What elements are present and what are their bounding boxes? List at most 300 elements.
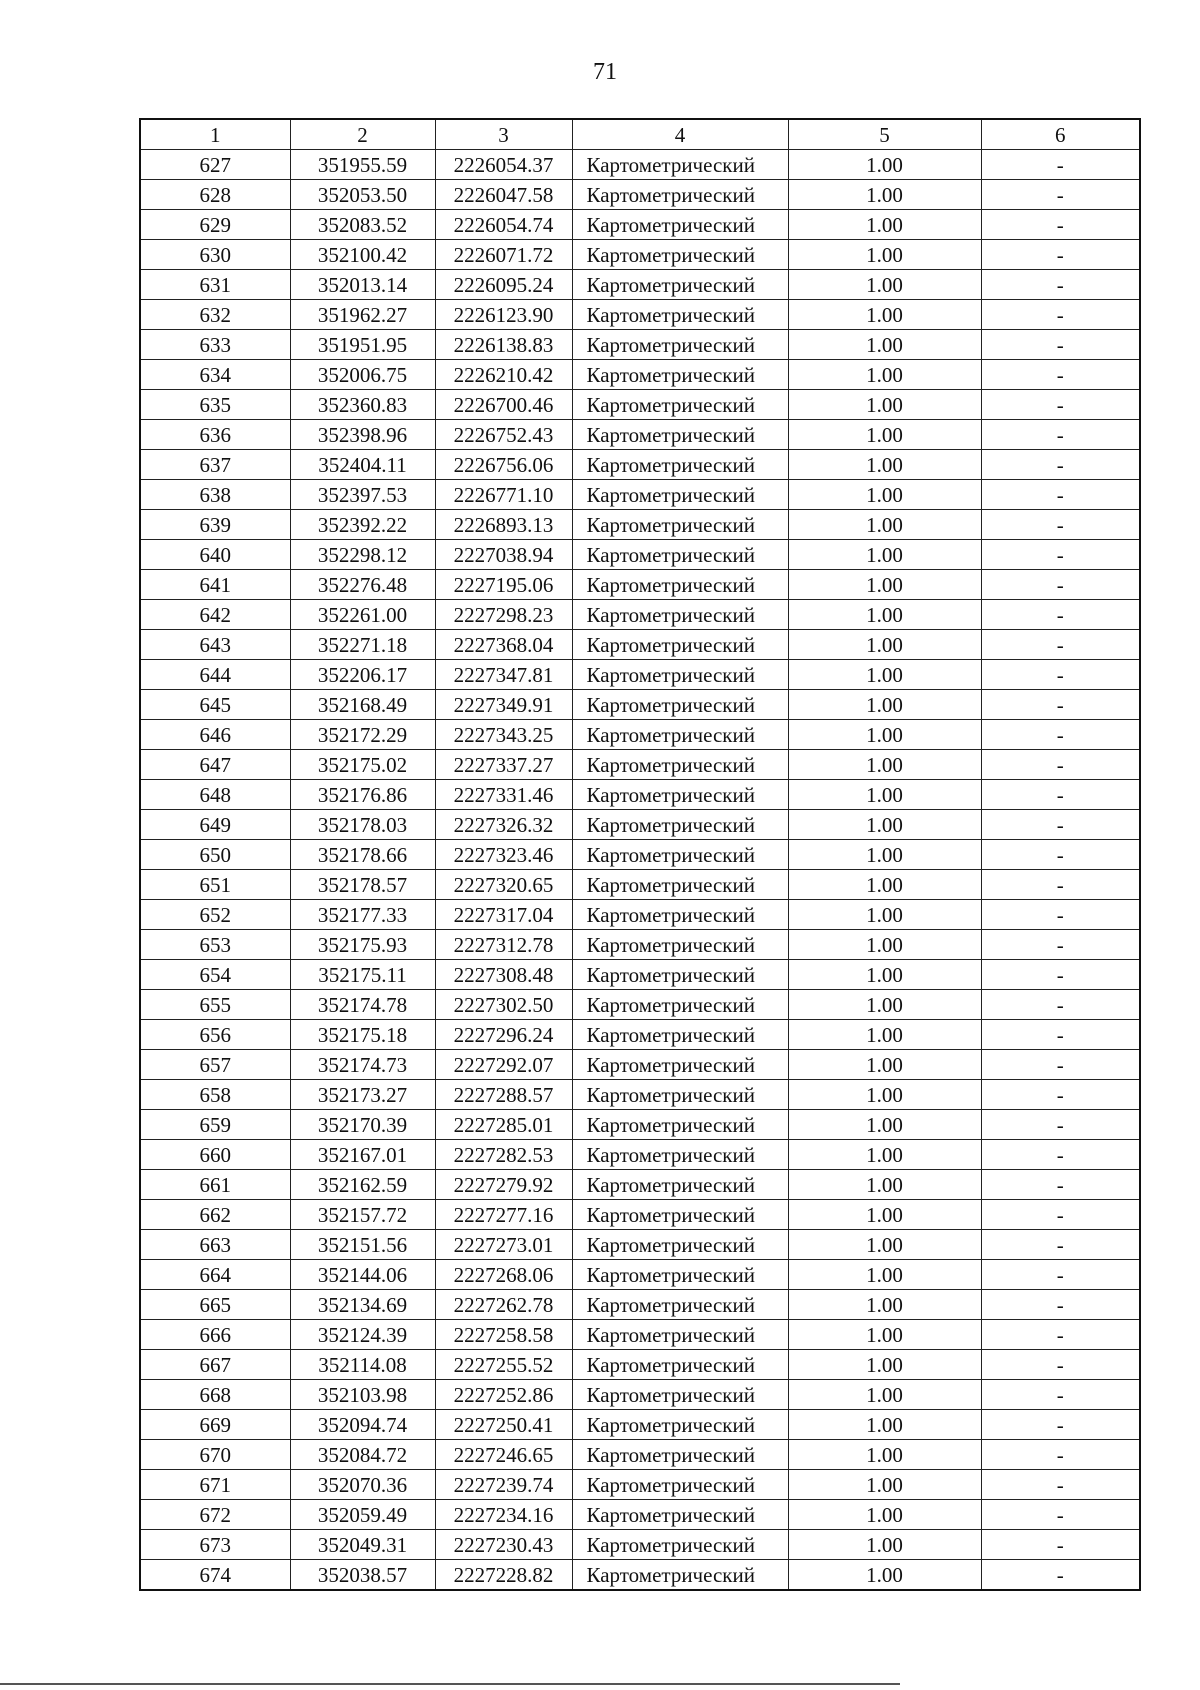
accuracy-cell: 1.00 [788, 600, 981, 630]
note-cell: - [981, 1200, 1140, 1230]
table-body [140, 119, 1140, 1590]
x-coordinate-cell: 352168.49 [290, 690, 435, 720]
x-coordinate-cell: 351955.59 [290, 150, 435, 180]
method-cell: Картометрический [572, 870, 788, 900]
y-coordinate-cell: 2227255.52 [435, 1350, 572, 1380]
table-row [140, 390, 1140, 420]
x-coordinate-cell: 352094.74 [290, 1410, 435, 1440]
x-coordinate-cell: 351962.27 [290, 300, 435, 330]
x-coordinate-cell: 352172.29 [290, 720, 435, 750]
accuracy-cell: 1.00 [788, 1290, 981, 1320]
accuracy-cell: 1.00 [788, 870, 981, 900]
y-coordinate-cell: 2226771.10 [435, 480, 572, 510]
table-row [140, 1110, 1140, 1140]
y-coordinate-cell: 2227326.32 [435, 810, 572, 840]
x-coordinate-cell: 352175.02 [290, 750, 435, 780]
note-cell: - [981, 1410, 1140, 1440]
header-cell-2: 2 [290, 119, 435, 150]
bottom-rule [0, 1683, 900, 1685]
table-row [140, 240, 1140, 270]
y-coordinate-cell: 2227250.41 [435, 1410, 572, 1440]
x-coordinate-cell: 352049.31 [290, 1530, 435, 1560]
point-number-cell: 674 [140, 1560, 290, 1591]
method-cell: Картометрический [572, 1050, 788, 1080]
point-number-cell: 654 [140, 960, 290, 990]
note-cell: - [981, 1560, 1140, 1591]
x-coordinate-cell: 352271.18 [290, 630, 435, 660]
y-coordinate-cell: 2227296.24 [435, 1020, 572, 1050]
method-cell: Картометрический [572, 720, 788, 750]
method-cell: Картометрический [572, 360, 788, 390]
y-coordinate-cell: 2227038.94 [435, 540, 572, 570]
y-coordinate-cell: 2227268.06 [435, 1260, 572, 1290]
x-coordinate-cell: 351951.95 [290, 330, 435, 360]
table-row [140, 480, 1140, 510]
table-row [140, 570, 1140, 600]
method-cell: Картометрический [572, 1470, 788, 1500]
point-number-cell: 640 [140, 540, 290, 570]
method-cell: Картометрический [572, 1380, 788, 1410]
table-row [140, 660, 1140, 690]
table-row [140, 810, 1140, 840]
point-number-cell: 635 [140, 390, 290, 420]
x-coordinate-cell: 352397.53 [290, 480, 435, 510]
accuracy-cell: 1.00 [788, 930, 981, 960]
accuracy-cell: 1.00 [788, 390, 981, 420]
x-coordinate-cell: 352157.72 [290, 1200, 435, 1230]
point-number-cell: 641 [140, 570, 290, 600]
note-cell: - [981, 1500, 1140, 1530]
accuracy-cell: 1.00 [788, 1350, 981, 1380]
note-cell: - [981, 870, 1140, 900]
accuracy-cell: 1.00 [788, 1110, 981, 1140]
method-cell: Картометрический [572, 1350, 788, 1380]
accuracy-cell: 1.00 [788, 300, 981, 330]
table-header-row [140, 119, 1140, 150]
x-coordinate-cell: 352175.11 [290, 960, 435, 990]
table-row [140, 780, 1140, 810]
note-cell: - [981, 930, 1140, 960]
accuracy-cell: 1.00 [788, 510, 981, 540]
x-coordinate-cell: 352276.48 [290, 570, 435, 600]
note-cell: - [981, 150, 1140, 180]
y-coordinate-cell: 2226123.90 [435, 300, 572, 330]
accuracy-cell: 1.00 [788, 1410, 981, 1440]
note-cell: - [981, 1050, 1140, 1080]
method-cell: Картометрический [572, 960, 788, 990]
point-number-cell: 636 [140, 420, 290, 450]
table-row [140, 1500, 1140, 1530]
table-row [140, 270, 1140, 300]
x-coordinate-cell: 352178.57 [290, 870, 435, 900]
y-coordinate-cell: 2227252.86 [435, 1380, 572, 1410]
point-number-cell: 673 [140, 1530, 290, 1560]
x-coordinate-cell: 352174.78 [290, 990, 435, 1020]
point-number-cell: 661 [140, 1170, 290, 1200]
note-cell: - [981, 630, 1140, 660]
x-coordinate-cell: 352162.59 [290, 1170, 435, 1200]
accuracy-cell: 1.00 [788, 1230, 981, 1260]
x-coordinate-cell: 352006.75 [290, 360, 435, 390]
x-coordinate-cell: 352177.33 [290, 900, 435, 930]
table-row [140, 1290, 1140, 1320]
note-cell: - [981, 270, 1140, 300]
method-cell: Картометрический [572, 1440, 788, 1470]
x-coordinate-cell: 352175.18 [290, 1020, 435, 1050]
table-row [140, 630, 1140, 660]
point-number-cell: 656 [140, 1020, 290, 1050]
point-number-cell: 651 [140, 870, 290, 900]
x-coordinate-cell: 352175.93 [290, 930, 435, 960]
accuracy-cell: 1.00 [788, 1500, 981, 1530]
x-coordinate-cell: 352404.11 [290, 450, 435, 480]
table-row [140, 360, 1140, 390]
point-number-cell: 648 [140, 780, 290, 810]
note-cell: - [981, 300, 1140, 330]
y-coordinate-cell: 2226756.06 [435, 450, 572, 480]
coordinates-table [139, 118, 1141, 1591]
accuracy-cell: 1.00 [788, 990, 981, 1020]
y-coordinate-cell: 2227230.43 [435, 1530, 572, 1560]
table-row [140, 1080, 1140, 1110]
table-row [140, 210, 1140, 240]
table-row [140, 1440, 1140, 1470]
note-cell: - [981, 1260, 1140, 1290]
note-cell: - [981, 570, 1140, 600]
x-coordinate-cell: 352070.36 [290, 1470, 435, 1500]
table-row [140, 1200, 1140, 1230]
header-cell-3: 3 [435, 119, 572, 150]
note-cell: - [981, 1290, 1140, 1320]
note-cell: - [981, 510, 1140, 540]
method-cell: Картометрический [572, 1560, 788, 1591]
point-number-cell: 672 [140, 1500, 290, 1530]
note-cell: - [981, 840, 1140, 870]
table-row [140, 900, 1140, 930]
note-cell: - [981, 330, 1140, 360]
note-cell: - [981, 750, 1140, 780]
y-coordinate-cell: 2227195.06 [435, 570, 572, 600]
method-cell: Картометрический [572, 1200, 788, 1230]
page-number: 71 [593, 59, 617, 85]
y-coordinate-cell: 2227292.07 [435, 1050, 572, 1080]
note-cell: - [981, 1350, 1140, 1380]
y-coordinate-cell: 2226054.74 [435, 210, 572, 240]
point-number-cell: 647 [140, 750, 290, 780]
accuracy-cell: 1.00 [788, 1020, 981, 1050]
accuracy-cell: 1.00 [788, 420, 981, 450]
note-cell: - [981, 1020, 1140, 1050]
x-coordinate-cell: 352206.17 [290, 660, 435, 690]
table-row [140, 1020, 1140, 1050]
point-number-cell: 669 [140, 1410, 290, 1440]
method-cell: Картометрический [572, 750, 788, 780]
note-cell: - [981, 1320, 1140, 1350]
point-number-cell: 628 [140, 180, 290, 210]
accuracy-cell: 1.00 [788, 1050, 981, 1080]
y-coordinate-cell: 2226054.37 [435, 150, 572, 180]
header-cell-6: 6 [981, 119, 1140, 150]
method-cell: Картометрический [572, 1230, 788, 1260]
point-number-cell: 629 [140, 210, 290, 240]
y-coordinate-cell: 2227228.82 [435, 1560, 572, 1591]
table-row [140, 1050, 1140, 1080]
table-row [140, 1320, 1140, 1350]
point-number-cell: 637 [140, 450, 290, 480]
accuracy-cell: 1.00 [788, 240, 981, 270]
y-coordinate-cell: 2227331.46 [435, 780, 572, 810]
header-cell-1: 1 [140, 119, 290, 150]
note-cell: - [981, 720, 1140, 750]
note-cell: - [981, 450, 1140, 480]
x-coordinate-cell: 352398.96 [290, 420, 435, 450]
accuracy-cell: 1.00 [788, 810, 981, 840]
method-cell: Картометрический [572, 1020, 788, 1050]
accuracy-cell: 1.00 [788, 480, 981, 510]
accuracy-cell: 1.00 [788, 750, 981, 780]
method-cell: Картометрический [572, 690, 788, 720]
table-row [140, 690, 1140, 720]
accuracy-cell: 1.00 [788, 1440, 981, 1470]
method-cell: Картометрический [572, 270, 788, 300]
table-row [140, 960, 1140, 990]
x-coordinate-cell: 352178.03 [290, 810, 435, 840]
accuracy-cell: 1.00 [788, 360, 981, 390]
point-number-cell: 644 [140, 660, 290, 690]
accuracy-cell: 1.00 [788, 1200, 981, 1230]
method-cell: Картометрический [572, 630, 788, 660]
accuracy-cell: 1.00 [788, 570, 981, 600]
table-row [140, 1350, 1140, 1380]
accuracy-cell: 1.00 [788, 1320, 981, 1350]
method-cell: Картометрический [572, 660, 788, 690]
method-cell: Картометрический [572, 1080, 788, 1110]
y-coordinate-cell: 2226095.24 [435, 270, 572, 300]
method-cell: Картометрический [572, 540, 788, 570]
y-coordinate-cell: 2227349.91 [435, 690, 572, 720]
accuracy-cell: 1.00 [788, 1470, 981, 1500]
table-row [140, 180, 1140, 210]
note-cell: - [981, 690, 1140, 720]
y-coordinate-cell: 2227323.46 [435, 840, 572, 870]
y-coordinate-cell: 2227262.78 [435, 1290, 572, 1320]
table-row [140, 1230, 1140, 1260]
table-row [140, 1470, 1140, 1500]
method-cell: Картометрический [572, 840, 788, 870]
note-cell: - [981, 360, 1140, 390]
accuracy-cell: 1.00 [788, 960, 981, 990]
note-cell: - [981, 390, 1140, 420]
point-number-cell: 646 [140, 720, 290, 750]
note-cell: - [981, 1140, 1140, 1170]
accuracy-cell: 1.00 [788, 1530, 981, 1560]
table-row [140, 1410, 1140, 1440]
note-cell: - [981, 660, 1140, 690]
note-cell: - [981, 420, 1140, 450]
method-cell: Картометрический [572, 990, 788, 1020]
accuracy-cell: 1.00 [788, 540, 981, 570]
point-number-cell: 663 [140, 1230, 290, 1260]
point-number-cell: 639 [140, 510, 290, 540]
accuracy-cell: 1.00 [788, 690, 981, 720]
accuracy-cell: 1.00 [788, 180, 981, 210]
accuracy-cell: 1.00 [788, 660, 981, 690]
y-coordinate-cell: 2227343.25 [435, 720, 572, 750]
y-coordinate-cell: 2227282.53 [435, 1140, 572, 1170]
x-coordinate-cell: 352103.98 [290, 1380, 435, 1410]
method-cell: Картометрический [572, 600, 788, 630]
x-coordinate-cell: 352134.69 [290, 1290, 435, 1320]
point-number-cell: 642 [140, 600, 290, 630]
accuracy-cell: 1.00 [788, 450, 981, 480]
accuracy-cell: 1.00 [788, 150, 981, 180]
header-cell-4: 4 [572, 119, 788, 150]
y-coordinate-cell: 2227298.23 [435, 600, 572, 630]
point-number-cell: 632 [140, 300, 290, 330]
table-row [140, 990, 1140, 1020]
point-number-cell: 659 [140, 1110, 290, 1140]
point-number-cell: 658 [140, 1080, 290, 1110]
note-cell: - [981, 900, 1140, 930]
method-cell: Картометрический [572, 180, 788, 210]
y-coordinate-cell: 2226138.83 [435, 330, 572, 360]
point-number-cell: 660 [140, 1140, 290, 1170]
method-cell: Картометрический [572, 780, 788, 810]
note-cell: - [981, 1440, 1140, 1470]
table-row [140, 1260, 1140, 1290]
note-cell: - [981, 990, 1140, 1020]
method-cell: Картометрический [572, 810, 788, 840]
table-row [140, 450, 1140, 480]
note-cell: - [981, 1230, 1140, 1260]
method-cell: Картометрический [572, 1290, 788, 1320]
x-coordinate-cell: 352100.42 [290, 240, 435, 270]
table-row [140, 540, 1140, 570]
method-cell: Картометрический [572, 1110, 788, 1140]
x-coordinate-cell: 352114.08 [290, 1350, 435, 1380]
point-number-cell: 655 [140, 990, 290, 1020]
point-number-cell: 668 [140, 1380, 290, 1410]
method-cell: Картометрический [572, 330, 788, 360]
x-coordinate-cell: 352084.72 [290, 1440, 435, 1470]
point-number-cell: 664 [140, 1260, 290, 1290]
table-row [140, 300, 1140, 330]
accuracy-cell: 1.00 [788, 270, 981, 300]
method-cell: Картометрический [572, 1140, 788, 1170]
y-coordinate-cell: 2226210.42 [435, 360, 572, 390]
y-coordinate-cell: 2227258.58 [435, 1320, 572, 1350]
y-coordinate-cell: 2226047.58 [435, 180, 572, 210]
method-cell: Картометрический [572, 510, 788, 540]
x-coordinate-cell: 352083.52 [290, 210, 435, 240]
y-coordinate-cell: 2227285.01 [435, 1110, 572, 1140]
y-coordinate-cell: 2226752.43 [435, 420, 572, 450]
y-coordinate-cell: 2226893.13 [435, 510, 572, 540]
method-cell: Картометрический [572, 390, 788, 420]
point-number-cell: 633 [140, 330, 290, 360]
header-cell-5: 5 [788, 119, 981, 150]
note-cell: - [981, 1530, 1140, 1560]
table-row [140, 1380, 1140, 1410]
note-cell: - [981, 1110, 1140, 1140]
table-row [140, 1560, 1140, 1591]
table-row [140, 720, 1140, 750]
x-coordinate-cell: 352167.01 [290, 1140, 435, 1170]
x-coordinate-cell: 352013.14 [290, 270, 435, 300]
y-coordinate-cell: 2227317.04 [435, 900, 572, 930]
point-number-cell: 650 [140, 840, 290, 870]
y-coordinate-cell: 2227288.57 [435, 1080, 572, 1110]
note-cell: - [981, 1080, 1140, 1110]
x-coordinate-cell: 352178.66 [290, 840, 435, 870]
accuracy-cell: 1.00 [788, 900, 981, 930]
x-coordinate-cell: 352038.57 [290, 1560, 435, 1591]
point-number-cell: 643 [140, 630, 290, 660]
y-coordinate-cell: 2227239.74 [435, 1470, 572, 1500]
table-row [140, 930, 1140, 960]
y-coordinate-cell: 2227279.92 [435, 1170, 572, 1200]
note-cell: - [981, 810, 1140, 840]
note-cell: - [981, 240, 1140, 270]
method-cell: Картометрический [572, 300, 788, 330]
method-cell: Картометрический [572, 570, 788, 600]
method-cell: Картометрический [572, 420, 788, 450]
point-number-cell: 671 [140, 1470, 290, 1500]
point-number-cell: 631 [140, 270, 290, 300]
method-cell: Картометрический [572, 1320, 788, 1350]
method-cell: Картометрический [572, 1500, 788, 1530]
x-coordinate-cell: 352170.39 [290, 1110, 435, 1140]
method-cell: Картометрический [572, 900, 788, 930]
y-coordinate-cell: 2227234.16 [435, 1500, 572, 1530]
note-cell: - [981, 480, 1140, 510]
accuracy-cell: 1.00 [788, 1260, 981, 1290]
table-row [140, 1170, 1140, 1200]
table-row [140, 420, 1140, 450]
y-coordinate-cell: 2227308.48 [435, 960, 572, 990]
table-row [140, 330, 1140, 360]
accuracy-cell: 1.00 [788, 780, 981, 810]
note-cell: - [981, 780, 1140, 810]
y-coordinate-cell: 2227302.50 [435, 990, 572, 1020]
y-coordinate-cell: 2226700.46 [435, 390, 572, 420]
table-row [140, 750, 1140, 780]
method-cell: Картометрический [572, 210, 788, 240]
y-coordinate-cell: 2227246.65 [435, 1440, 572, 1470]
point-number-cell: 662 [140, 1200, 290, 1230]
y-coordinate-cell: 2227277.16 [435, 1200, 572, 1230]
x-coordinate-cell: 352174.73 [290, 1050, 435, 1080]
accuracy-cell: 1.00 [788, 1140, 981, 1170]
method-cell: Картометрический [572, 240, 788, 270]
x-coordinate-cell: 352053.50 [290, 180, 435, 210]
x-coordinate-cell: 352360.83 [290, 390, 435, 420]
point-number-cell: 652 [140, 900, 290, 930]
point-number-cell: 665 [140, 1290, 290, 1320]
x-coordinate-cell: 352173.27 [290, 1080, 435, 1110]
x-coordinate-cell: 352298.12 [290, 540, 435, 570]
note-cell: - [981, 600, 1140, 630]
point-number-cell: 630 [140, 240, 290, 270]
method-cell: Картометрический [572, 1170, 788, 1200]
method-cell: Картометрический [572, 150, 788, 180]
accuracy-cell: 1.00 [788, 1080, 981, 1110]
note-cell: - [981, 180, 1140, 210]
x-coordinate-cell: 352124.39 [290, 1320, 435, 1350]
method-cell: Картометрический [572, 930, 788, 960]
table-row [140, 150, 1140, 180]
table-row [140, 1530, 1140, 1560]
